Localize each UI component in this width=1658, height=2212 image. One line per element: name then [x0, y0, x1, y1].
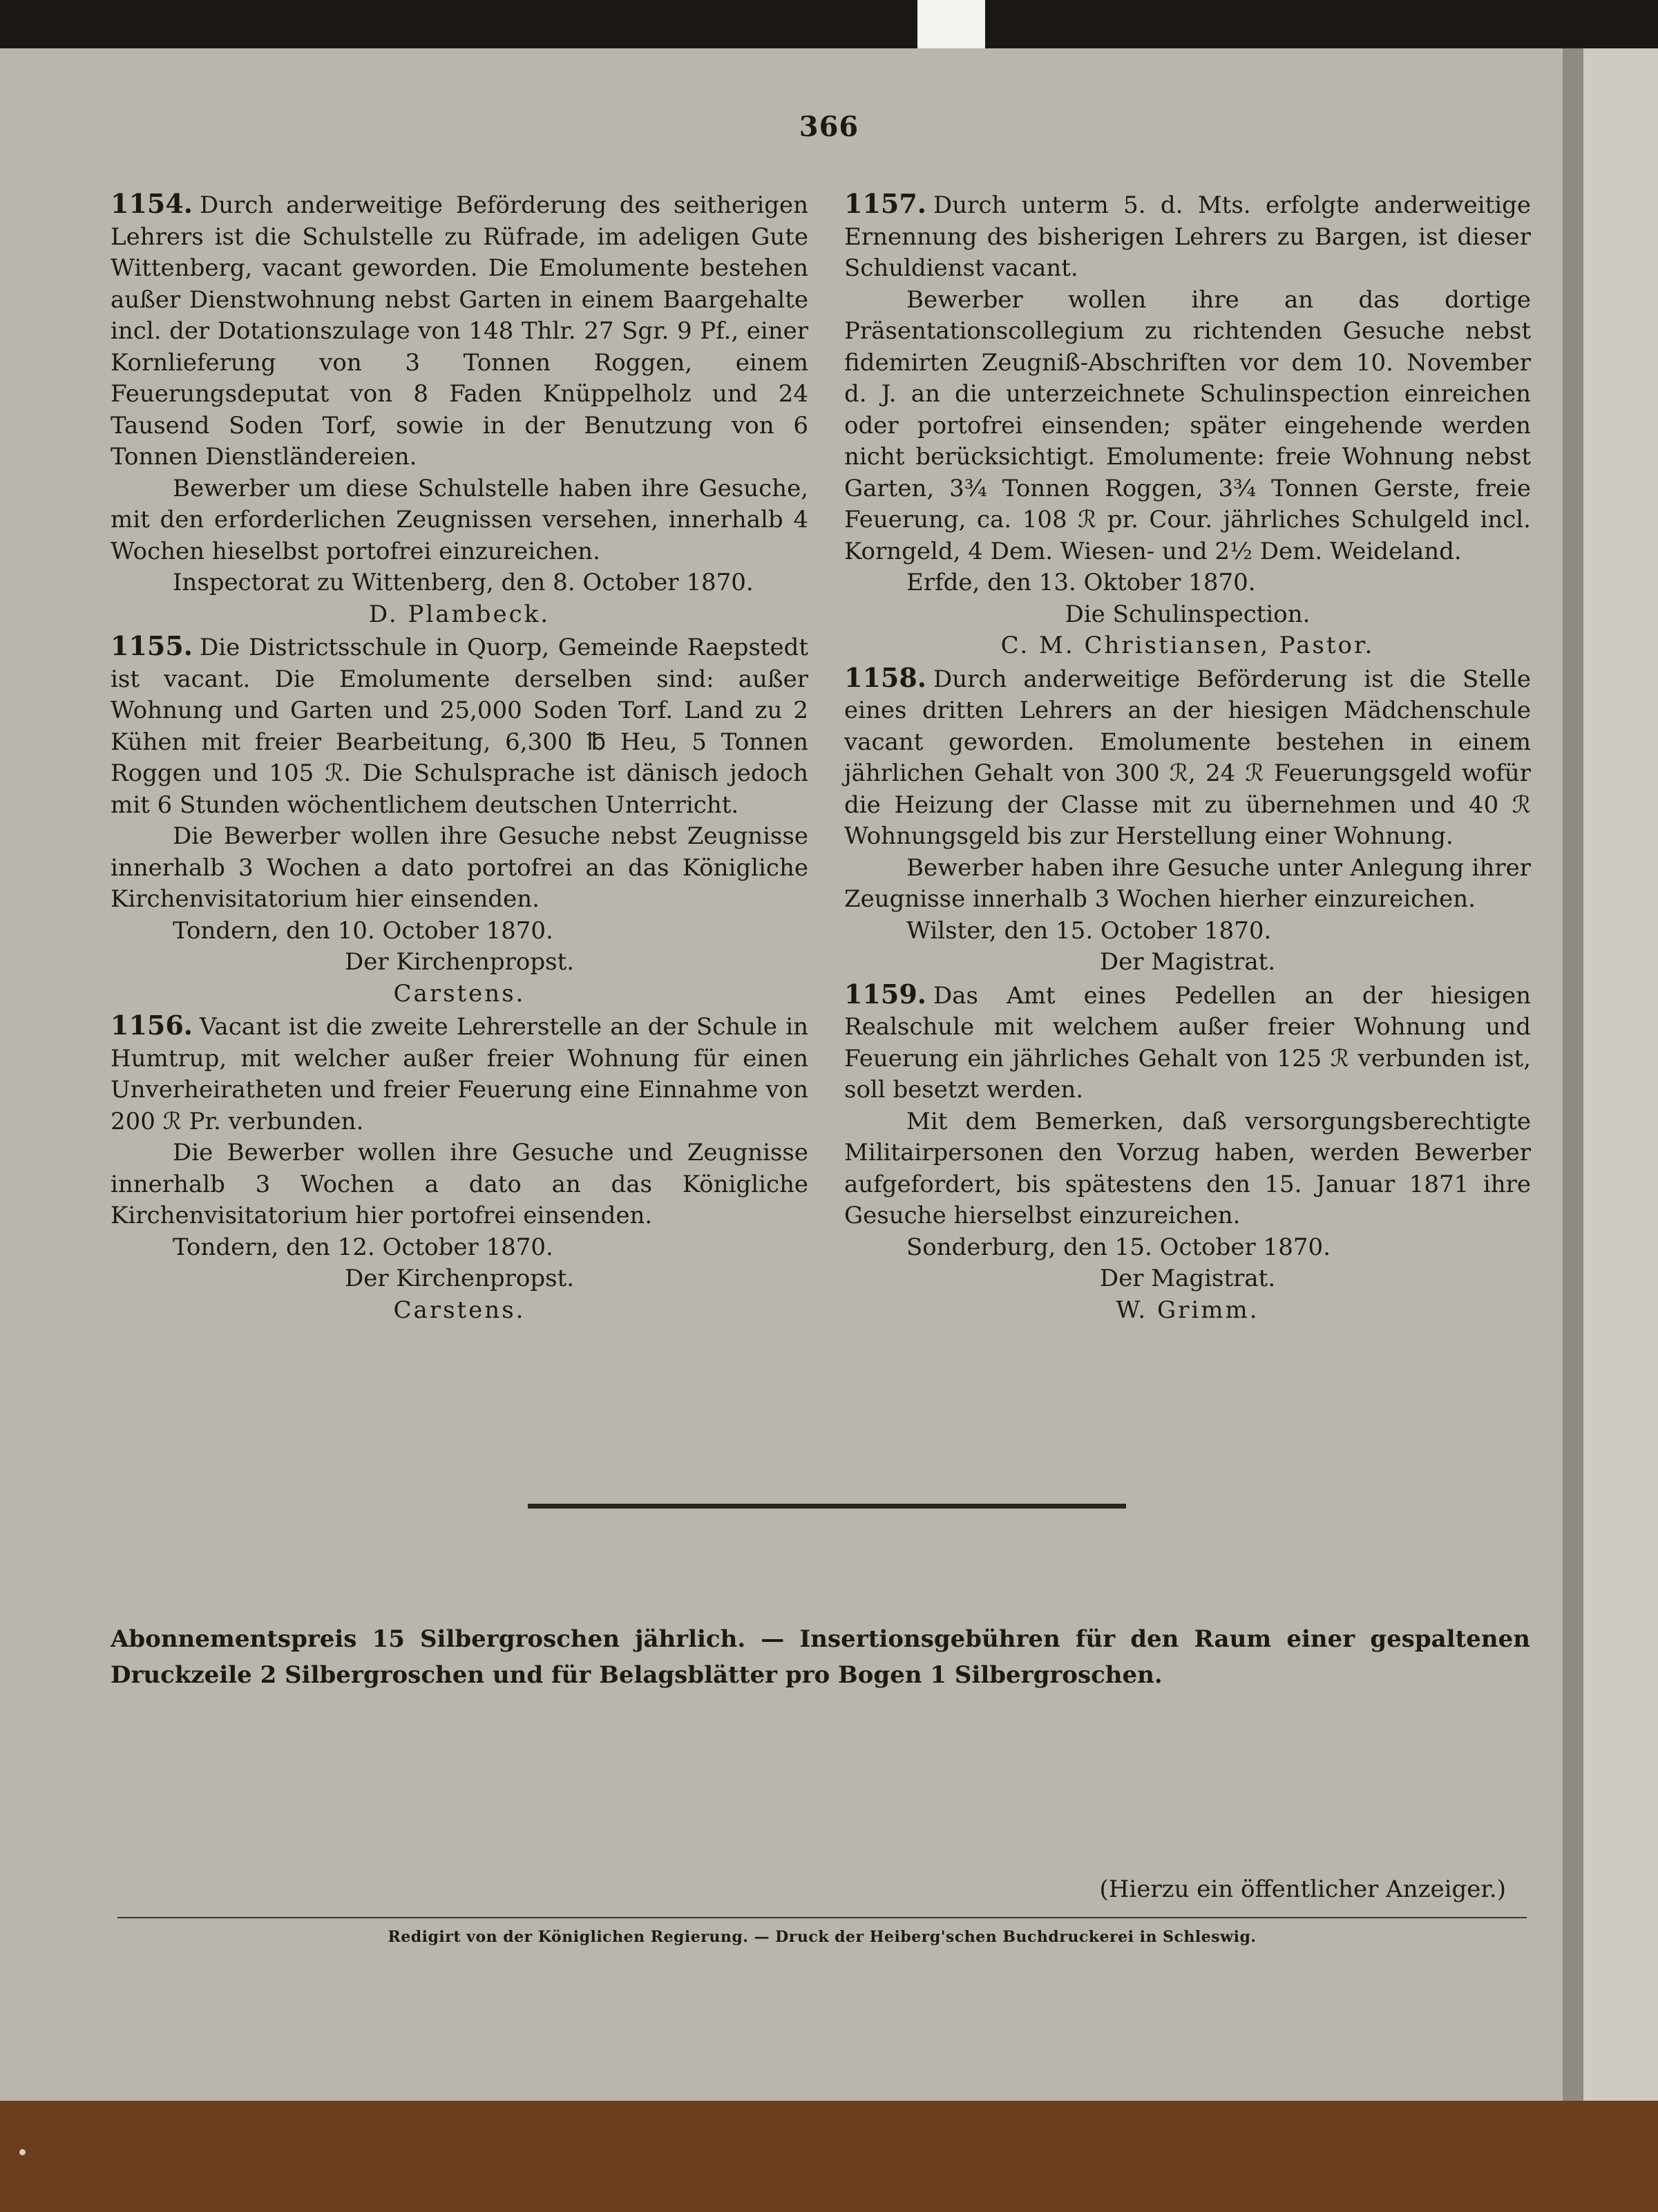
- notice-paragraph: Die Bewerber wollen ihre Gesuche nebst Zeugnisse innerhalb 3 Wochen a dato portofrei an das Königliche Kirchenvisitatorium hier einsenden.: [111, 822, 808, 913]
- notice-1158: [844, 662, 1531, 853]
- notice-number: 1154.: [111, 188, 193, 219]
- wooden-surface: [0, 2094, 1658, 2212]
- notice-1155: [111, 630, 808, 821]
- supplement-note: (Hierzu ein öffentlicher Anzeiger.): [1099, 1875, 1506, 1903]
- notice-paragraph: Die Bewerber wollen ihre Gesuche und Zeugnisse innerhalb 3 Wochen a dato an das Königliche Kirchenvisitatorium hier portofrei einsenden.: [111, 1139, 808, 1229]
- notice-number: 1156.: [111, 1010, 193, 1041]
- section-divider: [528, 1504, 1126, 1509]
- place-date-line: Tondern, den 10. October 1870.: [173, 916, 553, 945]
- notice-text: Vacant ist die zweite Lehrerstelle an der Schule in Humtrup, mit welcher außer freier Wohnung für einen Unverheiratheten und freier Feuerung eine Einnahme von 200 ℛ Pr. verbunden.: [111, 1013, 808, 1135]
- signature: D. Plambeck.: [368, 600, 551, 628]
- place-date-line: Wilster, den 15. October 1870.: [906, 916, 1272, 945]
- place-date-line: Inspectorat zu Wittenberg, den 8. October 1870.: [173, 569, 754, 596]
- surface-speck: [19, 2149, 26, 2155]
- notice-paragraph: Bewerber um diese Schulstelle haben ihre Gesuche, mit den erforderlichen Zeugnissen versehen, innerhalb 4 Wochen hieselbst portofrei einzureichen.: [111, 474, 808, 565]
- notice-1157: [844, 188, 1531, 285]
- notice-1159: [844, 979, 1531, 1106]
- place-date-line: Tondern, den 12. October 1870.: [173, 1233, 553, 1261]
- office-title: Der Kirchenpropst.: [344, 948, 575, 976]
- office-title: Die Schulinspection.: [1065, 600, 1311, 628]
- place-date-line: Sonderburg, den 15. October 1870.: [906, 1233, 1331, 1261]
- notice-paragraph: Bewerber wollen ihre an das dortige Präsentationscollegium zu richtenden Gesuche nebst fidemirten Zeugniß-Abschriften vor dem 10. November d. J. an die unterzeichnete Schulinspection einreichen oder portofrei einsenden; später eingehende werden nicht berücksichtigt. Emolumente: freie Wohnung nebst Garten, 3¾ Tonnen Roggen, 3¾ Tonnen Gerste, freie Feuerung, ca. 108 ℛ pr. Cour. jährliches Schulgeld incl. Korngeld, 4 Dem. Wiesen- und 2½ Dem. Weideland.: [844, 285, 1531, 565]
- signature: C. M. Christiansen, Pastor.: [1000, 632, 1375, 659]
- notice-1156: [111, 1010, 808, 1137]
- notice-number: 1157.: [844, 188, 926, 219]
- subscription-note: Abonnementspreis 15 Silbergroschen jährlich. — Insertionsgebühren für den Raum einer gespaltenen Druckzeile 2 Silbergroschen und für Belagsblätter pro Bogen 1 Silbergroschen.: [111, 1625, 1530, 1689]
- office-title: Der Magistrat.: [1099, 948, 1276, 976]
- notice-text: Die Districtsschule in Quorp, Gemeinde Raepstedt ist vacant. Die Emolumente derselben sind: außer Wohnung und Garten und 25,000 Soden Torf. Land zu 2 Kühen mit freier Bearbeitung, 6,300 ℔ Heu, 5 Tonnen Roggen und 105 ℛ. Die Schulsprache ist dänisch jedoch mit 6 Stunden wöchentlichem deutschen Unterricht.: [111, 634, 808, 819]
- signature: Carstens.: [393, 979, 526, 1008]
- printer-imprint: Redigirt von der Königlichen Regierung. — Druck der Heiberg'schen Buchdruckerei in Schleswig.: [388, 1928, 1257, 1946]
- signature: Carstens.: [393, 1296, 526, 1324]
- notice-text: Durch unterm 5. d. Mts. erfolgte anderweitige Ernennung des bisherigen Lehrers zu Bargen, ist dieser Schuldienst vacant.: [844, 191, 1531, 282]
- left-column: [111, 188, 808, 1326]
- imprint-divider: [117, 1917, 1527, 1918]
- notice-number: 1159.: [844, 978, 926, 1010]
- page-number: 366: [799, 111, 859, 143]
- notice-1154: [111, 188, 808, 473]
- office-title: Der Kirchenpropst.: [344, 1265, 575, 1292]
- notice-text: Das Amt eines Pedellen an der hiesigen Realschule mit welchem außer freier Wohnung und Feuerung ein jährliches Gehalt von 125 ℛ verbunden ist, soll besetzt werden.: [844, 981, 1531, 1104]
- notice-paragraph: Bewerber haben ihre Gesuche unter Anlegung ihrer Zeugnisse innerhalb 3 Wochen hierher einzureichen.: [844, 853, 1531, 913]
- notice-text: Durch anderweitige Beförderung ist die Stelle eines dritten Lehrers an der hiesigen Mädchenschule vacant geworden. Emolumente bestehen in einem jährlichen Gehalt von 300 ℛ, 24 ℛ Feuerungsgeld wofür die Heizung der Classe mit zu übernehmen und 40 ℛ Wohnungsgeld bis zur Herstellung einer Wohnung.: [844, 665, 1531, 850]
- notice-number: 1158.: [844, 661, 926, 693]
- place-date-line: Erfde, den 13. Oktober 1870.: [906, 569, 1256, 596]
- right-column: [844, 188, 1531, 1326]
- notice-paragraph: Mit dem Bemerken, daß versorgungsberechtigte Militairpersonen den Vorzug haben, werden Bewerber aufgefordert, bis spätestens den 15. Januar 1871 ihre Gesuche hierselbst einzureichen.: [844, 1107, 1531, 1229]
- office-title: Der Magistrat.: [1099, 1265, 1276, 1292]
- notice-number: 1155.: [111, 630, 193, 661]
- page-fold-shadow: [1563, 48, 1583, 2101]
- signature: W. Grimm.: [1116, 1296, 1259, 1324]
- top-dark-band: [0, 0, 1658, 54]
- paper-tab-marker: [917, 0, 985, 51]
- notice-text: Durch anderweitige Beförderung des seitherigen Lehrers ist die Schulstelle zu Rüfrade, im adeligen Gute Wittenberg, vacant geworden. Die Emolumente bestehen außer Dienstwohnung nebst Garten in einem Baargehalte incl. der Dotationszulage von 148 Thlr. 27 Sgr. 9 Pf., einer Kornlieferung von 3 Tonnen Roggen, einem Feuerungsdeputat von 8 Faden Knüppelholz und 24 Tausend Soden Torf, sowie in der Benutzung von 6 Tonnen Dienstländereien.: [111, 191, 808, 471]
